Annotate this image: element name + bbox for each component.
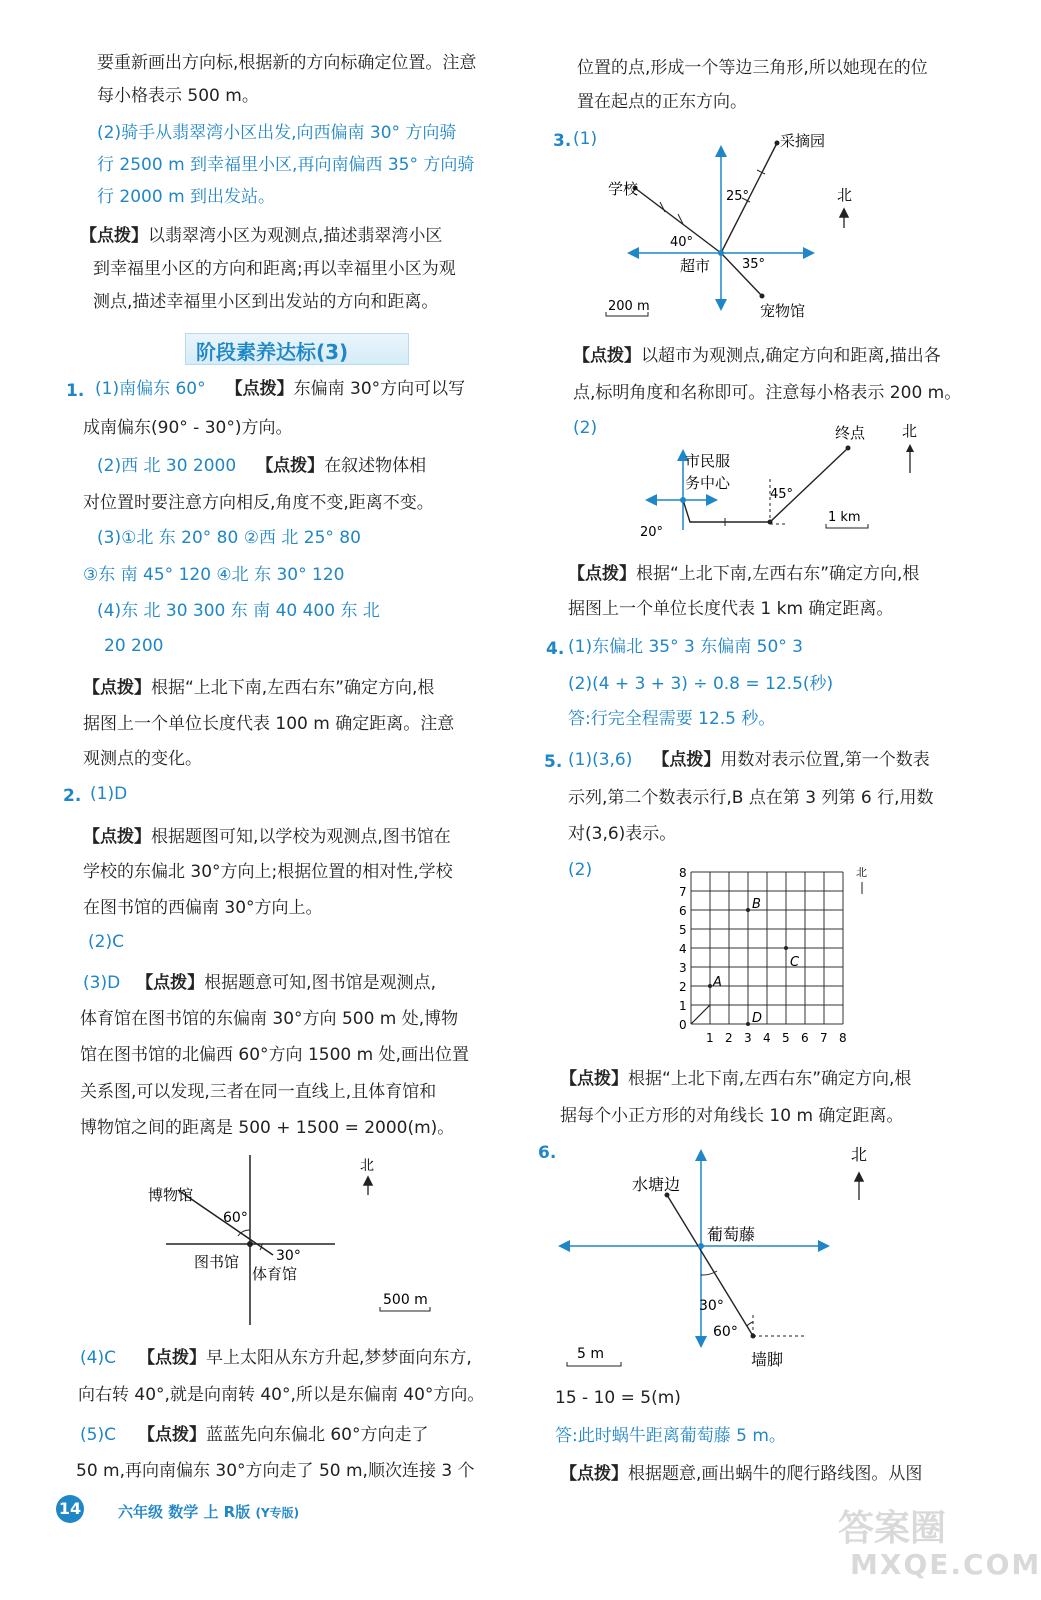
text-line: 50 m,再向南偏东 30°方向走了 50 m,顺次连接 3 个 [76,1461,475,1481]
page-number: 14 [56,1495,84,1523]
question-number: 2. [63,786,82,806]
hint-line: 【点拨】根据“上北下南,左西右东”确定方向,根 [560,1069,912,1089]
question-number: 3. [553,131,572,151]
x-tick: 8 [839,1031,847,1045]
hint-line: 【点拨】根据“上北下南,左西右东”确定方向,根 [83,678,435,698]
label-center: 务中心 [685,474,731,492]
label-angle: 25° [726,189,750,204]
answer-line: (1)D [90,784,128,804]
text-line: 据图上一个单位长度代表 1 km 确定距离。 [568,599,894,619]
x-tick: 7 [820,1031,828,1045]
answer-line: 答:行完全程需要 12.5 秒。 [568,709,776,729]
text-line: 据每个小正方形的对角线长 10 m 确定距离。 [560,1106,904,1126]
direction-diagram-supermarket [590,128,860,328]
text-line: 位置的点,形成一个等边三角形,所以她现在的位 [577,58,928,78]
hint-line: 【点拨】以超市为观测点,确定方向和距离,描出各 [573,346,941,366]
text-line: 体育馆在图书馆的东偏南 30°方向 500 m 处,博物 [80,1009,459,1029]
y-tick: 1 [679,999,687,1013]
watermark-url: MXQE.COM [850,1548,1041,1581]
y-tick: 5 [679,923,687,937]
north-label: 北 [851,1145,868,1164]
north-label: 北 [902,422,918,440]
direction-diagram-library [130,1150,460,1335]
answer-line: (1)东偏北 35° 3 东偏南 50° 3 [568,637,803,657]
answer-line: (2)(4 + 3 + 3) ÷ 0.8 = 12.5(秒) [568,674,834,694]
label-end: 终点 [835,424,866,442]
answer-line: (5)C 【点拨】蓝蓝先向东偏北 60°方向走了 [80,1425,429,1445]
label-school: 学校 [608,180,639,198]
hint-line: 【点拨】以翡翠湾小区为观测点,描述翡翠湾小区 [80,226,443,246]
book-title: 六年级 数学 上 R版 (Y专版) [118,1503,300,1521]
text-line: 在图书馆的西偏南 30°方向上。 [83,898,323,918]
label-angle: 35° [742,257,766,272]
answer-line: ③东 南 45° 120 ④北 东 30° 120 [83,565,345,585]
label-pond: 水塘边 [632,1175,681,1194]
answer-line: 20 200 [104,636,164,656]
label-grape: 葡萄藤 [707,1225,756,1244]
answer-line: (3)D 【点拨】根据题意可知,图书馆是观测点, [83,973,436,993]
text-line: 点,标明角度和名称即可。注意每小格表示 200 m。 [573,383,962,403]
text-line: 测点,描述幸福里小区到出发站的方向和距离。 [93,292,439,312]
hint-line: 【点拨】根据题图可知,以学校为观测点,图书馆在 [83,827,451,847]
text-line: 到幸福里小区的方向和距离;再以幸福里小区为观 [93,259,456,279]
answer-line: (3)①北 东 20° 80 ②西 北 25° 80 [97,528,361,548]
x-tick: 4 [763,1031,771,1045]
label-angle: 60° [713,1324,738,1340]
text-line: 学校的东偏北 30°方向上;根据位置的相对性,学校 [83,862,453,882]
x-tick: 1 [706,1031,714,1045]
x-tick: 2 [725,1031,733,1045]
answer-line: (4)东 北 30 300 东 南 40 400 东 北 [97,601,380,621]
point-label: D [752,1011,763,1026]
text-line: 博物馆之间的距离是 500 + 1500 = 2000(m)。 [80,1118,455,1138]
label-market: 超市 [680,257,711,275]
text-line: 关系图,可以发现,三者在同一直线上,且体育馆和 [80,1082,437,1102]
label-angle: 30° [276,1248,301,1264]
answer-line: (2)C [88,932,124,952]
text-line: 要重新画出方向标,根据新的方向标确定位置。注意 [97,53,477,73]
answer-line: (4)C 【点拨】早上太阳从东方升起,梦梦面向东方, [80,1348,472,1368]
text-line: 对位置时要注意方向相反,角度不变,距离不变。 [83,493,434,513]
y-tick: 6 [679,904,687,918]
label-angle: 60° [223,1210,248,1226]
text-line: 据图上一个单位长度代表 100 m 确定距离。注意 [83,714,455,734]
x-tick: 6 [801,1031,809,1045]
question-number: 5. [544,752,563,772]
text-line: 对(3,6)表示。 [568,824,677,844]
scale-label: 200 m [608,299,650,314]
section-title: 阶段素养达标(3) [196,340,349,364]
answer-line: (1) [573,129,598,149]
answer-line: 行 2500 m 到幸福里小区,再向南偏西 35° 方向骑 [97,155,475,175]
text-line: 置在起点的正东方向。 [577,92,747,112]
text-line: 成南偏东(90° - 30°)方向。 [83,418,293,438]
answer-line: 行 2000 m 到出发站。 [97,187,276,207]
y-tick: 2 [679,980,687,994]
answer-line: (2)西 北 30 2000 【点拨】在叙述物体相 [97,456,427,476]
answer-line: (2) [573,418,598,438]
y-tick: 3 [679,961,687,975]
x-tick: 5 [782,1031,790,1045]
y-tick: 4 [679,942,687,956]
point-label: C [790,955,800,970]
hint-label: 【点拨】 [80,226,148,246]
text-line: 向右转 40°,就是向南转 40°,所以是东偏南 40°方向。 [78,1385,485,1405]
answer-line: (1)南偏东 60° 【点拨】东偏南 30°方向可以写 [95,379,466,399]
route-diagram-service-center [630,418,930,548]
label-center: 市民服 [685,452,731,470]
text-line: 15 - 10 = 5(m) [555,1388,681,1408]
question-number: 4. [546,639,565,659]
question-number: 6. [538,1143,557,1163]
watermark-logo: 答案圈 [838,1508,947,1549]
y-tick: 8 [679,866,687,880]
point-label: A [713,975,722,990]
point-label: B [752,897,761,912]
label-angle: 30° [699,1298,724,1314]
text-line: 示列,第二个数表示行,B 点在第 3 列第 6 行,用数 [568,788,934,808]
answer-line: (2)骑手从翡翠湾小区出发,向西偏南 30° 方向骑 [97,123,457,143]
text-line: 每小格表示 500 m。 [97,86,259,106]
text-line: 馆在图书馆的北偏西 60°方向 1500 m 处,画出位置 [80,1045,469,1065]
scale-label: 500 m [383,1292,428,1308]
answer-line: (2) [568,860,593,880]
answer-line: (1)(3,6) 【点拨】用数对表示位置,第一个数表 [568,750,930,770]
y-tick: 0 [679,1018,687,1032]
x-tick: 3 [744,1031,752,1045]
north-label: 北 [360,1158,374,1174]
answer-line: 答:此时蜗牛距离葡萄藤 5 m。 [555,1426,786,1446]
hint-line: 【点拨】根据题意,画出蜗牛的爬行路线图。从图 [560,1464,923,1484]
label-museum: 博物馆 [148,1186,194,1204]
north-label: 北 [856,866,867,879]
label-angle: 20° [640,525,664,540]
scale-label: 1 km [828,510,861,525]
route-diagram-snail [555,1140,885,1380]
text-line: 观测点的变化。 [83,749,202,769]
hint-line: 【点拨】根据“上北下南,左西右东”确定方向,根 [568,564,920,584]
label-angle: 40° [670,235,694,250]
y-tick: 7 [679,885,687,899]
coordinate-grid [672,860,882,1052]
label-wall: 墙脚 [751,1350,784,1369]
scale-label: 5 m [577,1346,604,1362]
question-number: 1. [66,381,85,401]
label-library: 图书馆 [194,1253,240,1271]
label-angle: 45° [770,487,794,502]
label-pet: 宠物馆 [760,302,806,320]
label-gym: 体育馆 [252,1265,298,1283]
label-orchard: 采摘园 [780,132,826,150]
north-label: 北 [837,186,853,204]
